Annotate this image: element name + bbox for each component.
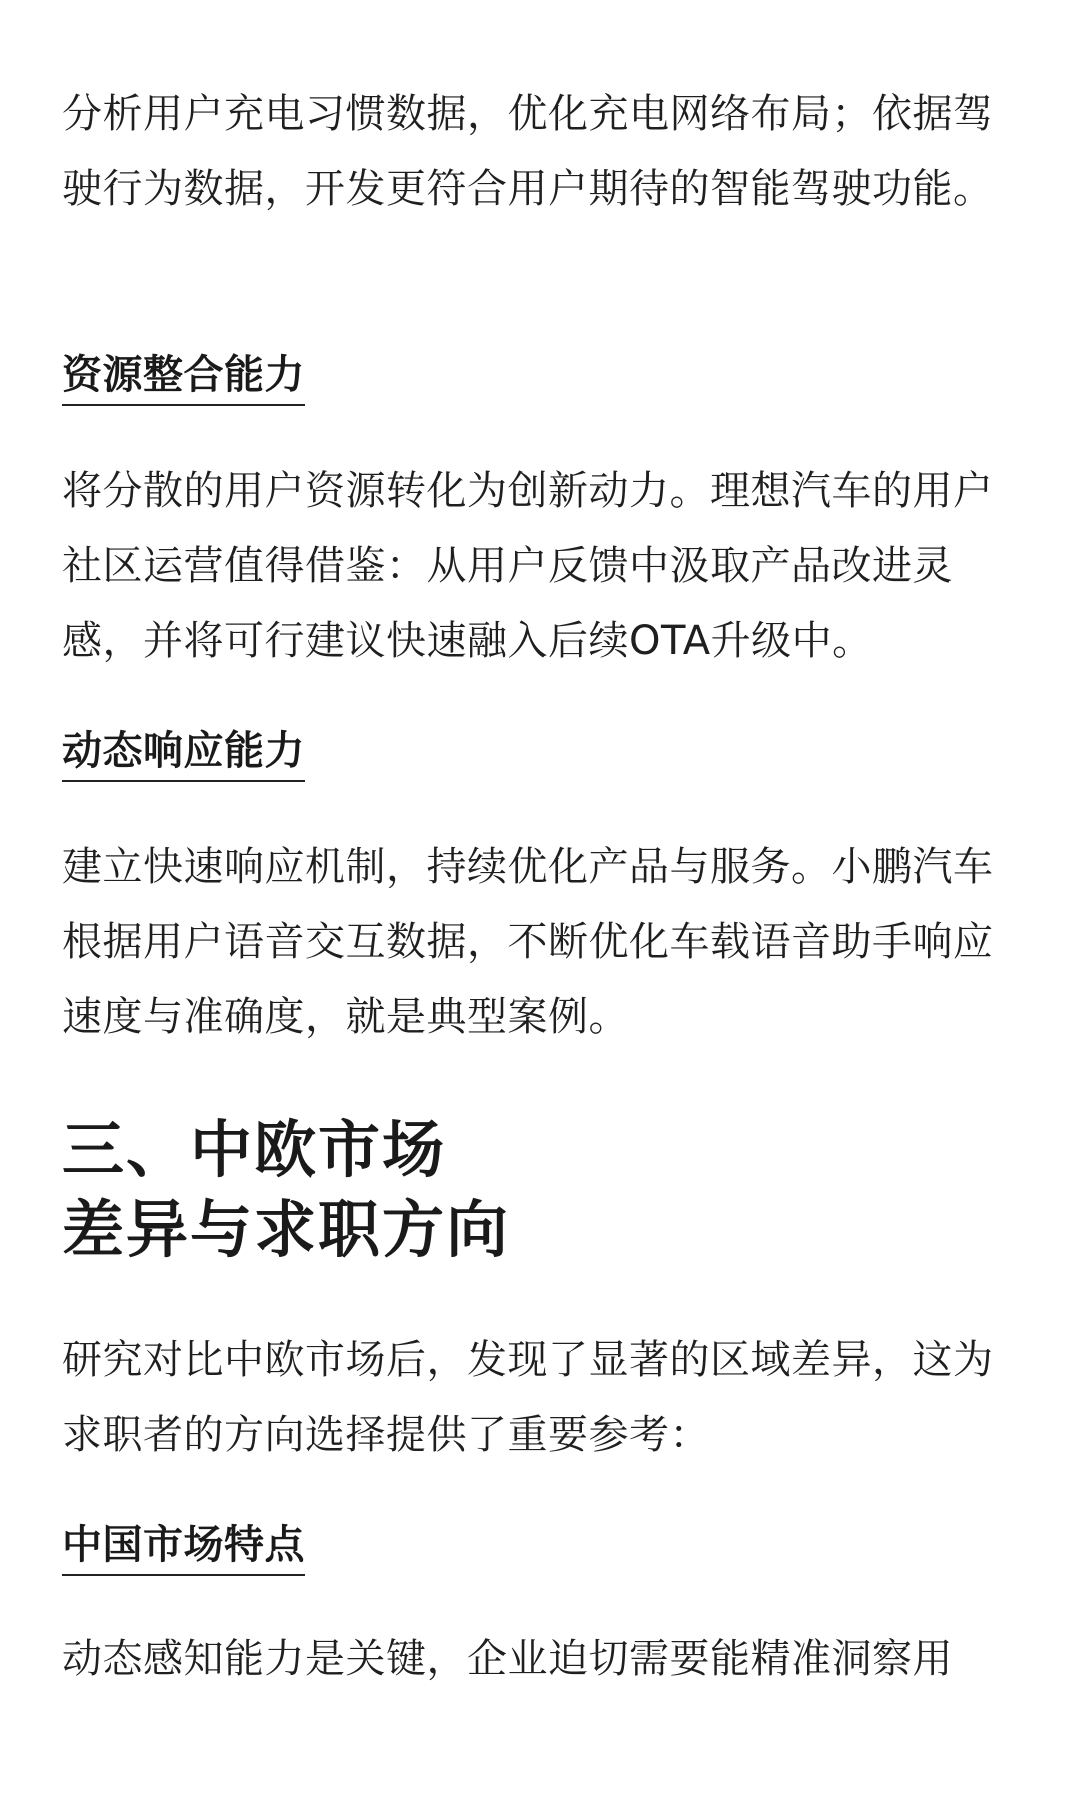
paragraph-resource-integration bbox=[62, 454, 1018, 679]
paragraph-text: 动态感知能力是关键，企业迫切需要能精准洞察用 bbox=[62, 1636, 953, 1682]
paragraph-charging-data bbox=[62, 77, 1018, 227]
paragraph-china-market bbox=[62, 1622, 1018, 1697]
section-title bbox=[62, 1110, 1018, 1270]
section-title-line-2: 差异与求职方向 bbox=[62, 1193, 511, 1266]
section-title-line-1: 三、中欧市场 bbox=[62, 1113, 447, 1186]
subheading-text: 资源整合能力 bbox=[62, 350, 305, 406]
subheading-text: 动态响应能力 bbox=[62, 726, 305, 782]
paragraph-market-comparison bbox=[62, 1323, 1018, 1473]
subheading-china-market bbox=[62, 1520, 1018, 1576]
subheading-text: 中国市场特点 bbox=[62, 1520, 305, 1576]
subheading-dynamic-response bbox=[62, 726, 1018, 782]
subheading-resource-integration bbox=[62, 350, 1018, 406]
paragraph-text: 分析用户充电习惯数据，优化充电网络布局；依据驾驶行为数据，开发更符合用户期待的智能驾驶功能。 bbox=[62, 91, 994, 212]
paragraph-text: 研究对比中欧市场后，发现了显著的区域差异，这为求职者的方向选择提供了重要参考： bbox=[62, 1337, 994, 1458]
paragraph-text: 将分散的用户资源转化为创新动力。理想汽车的用户社区运营值得借鉴：从用户反馈中汲取产品改进灵感，并将可行建议快速融入后续OTA升级中。 bbox=[62, 468, 994, 664]
paragraph-text: 建立快速响应机制，持续优化产品与服务。小鹏汽车根据用户语音交互数据，不断优化车载语音助手响应速度与准确度，就是典型案例。 bbox=[62, 844, 994, 1040]
paragraph-dynamic-response bbox=[62, 830, 1018, 1055]
